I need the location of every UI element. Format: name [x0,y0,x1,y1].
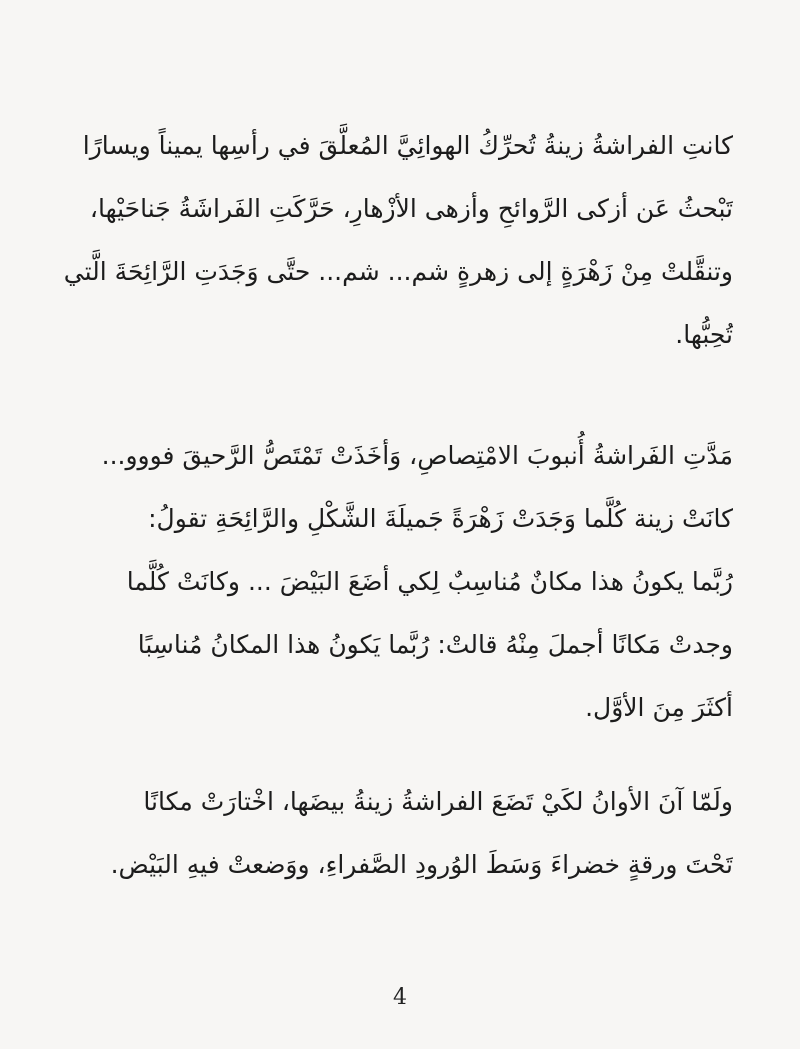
text-line: تَبْحثُ عَن أزكى الرَّوائحِ وأزهى الأزْهارِ، حَرَّكَتِ الفَراشَةُ جَناحَيْها، [89,194,733,223]
page-number: 4 [393,985,407,1010]
text-line: مَدَّتِ الفَراشةُ أُنبوبَ الامْتِصاصِ، وَأخَذَتْ تَمْتَصُّ الرَّحيقَ فووو... [101,441,733,470]
text-line: وجدتْ مَكانًا أجملَ مِنْهُ قالتْ: رُبَّما يَكونُ هذا المكانُ مُناسِبًا [137,630,733,659]
text-line: أكثَرَ مِنَ الأوَّل. [585,693,733,722]
paragraph-1 [60,114,733,366]
text-line: كانتِ الفراشةُ زينةُ تُحرِّكُ الهوائِيَّ المُعلَّقَ في رأسِها يميناً ويسارًا [82,131,733,160]
text-line: وتنقَّلتْ مِنْ زَهْرَةٍ إلى زهرةٍ شم... شم... حتَّى وَجَدَتِ الرَّائِحَةَ الَّتي [63,257,733,286]
paragraph-3 [60,770,733,896]
text-line: رُبَّما يكونُ هذا مكانٌ مُناسِبٌ لِكي أضَعَ البَيْضَ ... وكانَتْ كُلَّما [126,567,733,596]
text-line: تُحِبُّها. [675,320,733,349]
text-line: ولَمّا آنَ الأوانُ لكَيْ تَضَعَ الفراشةُ زينةُ بيضَها، اخْتارَتْ مكانًا [143,787,733,816]
text-line: كانَتْ زينة كُلَّما وَجَدَتْ زَهْرَةً جَميلَةَ الشَّكْلِ والرَّائِحَةِ تقولُ: [148,504,733,533]
text-line: تَحْتَ ورقةٍ خضراءَ وَسَطَ الوُرودِ الصَّفراءِ، ووَضعتْ فيهِ البَيْض. [110,850,733,879]
paragraph-2 [60,424,733,739]
